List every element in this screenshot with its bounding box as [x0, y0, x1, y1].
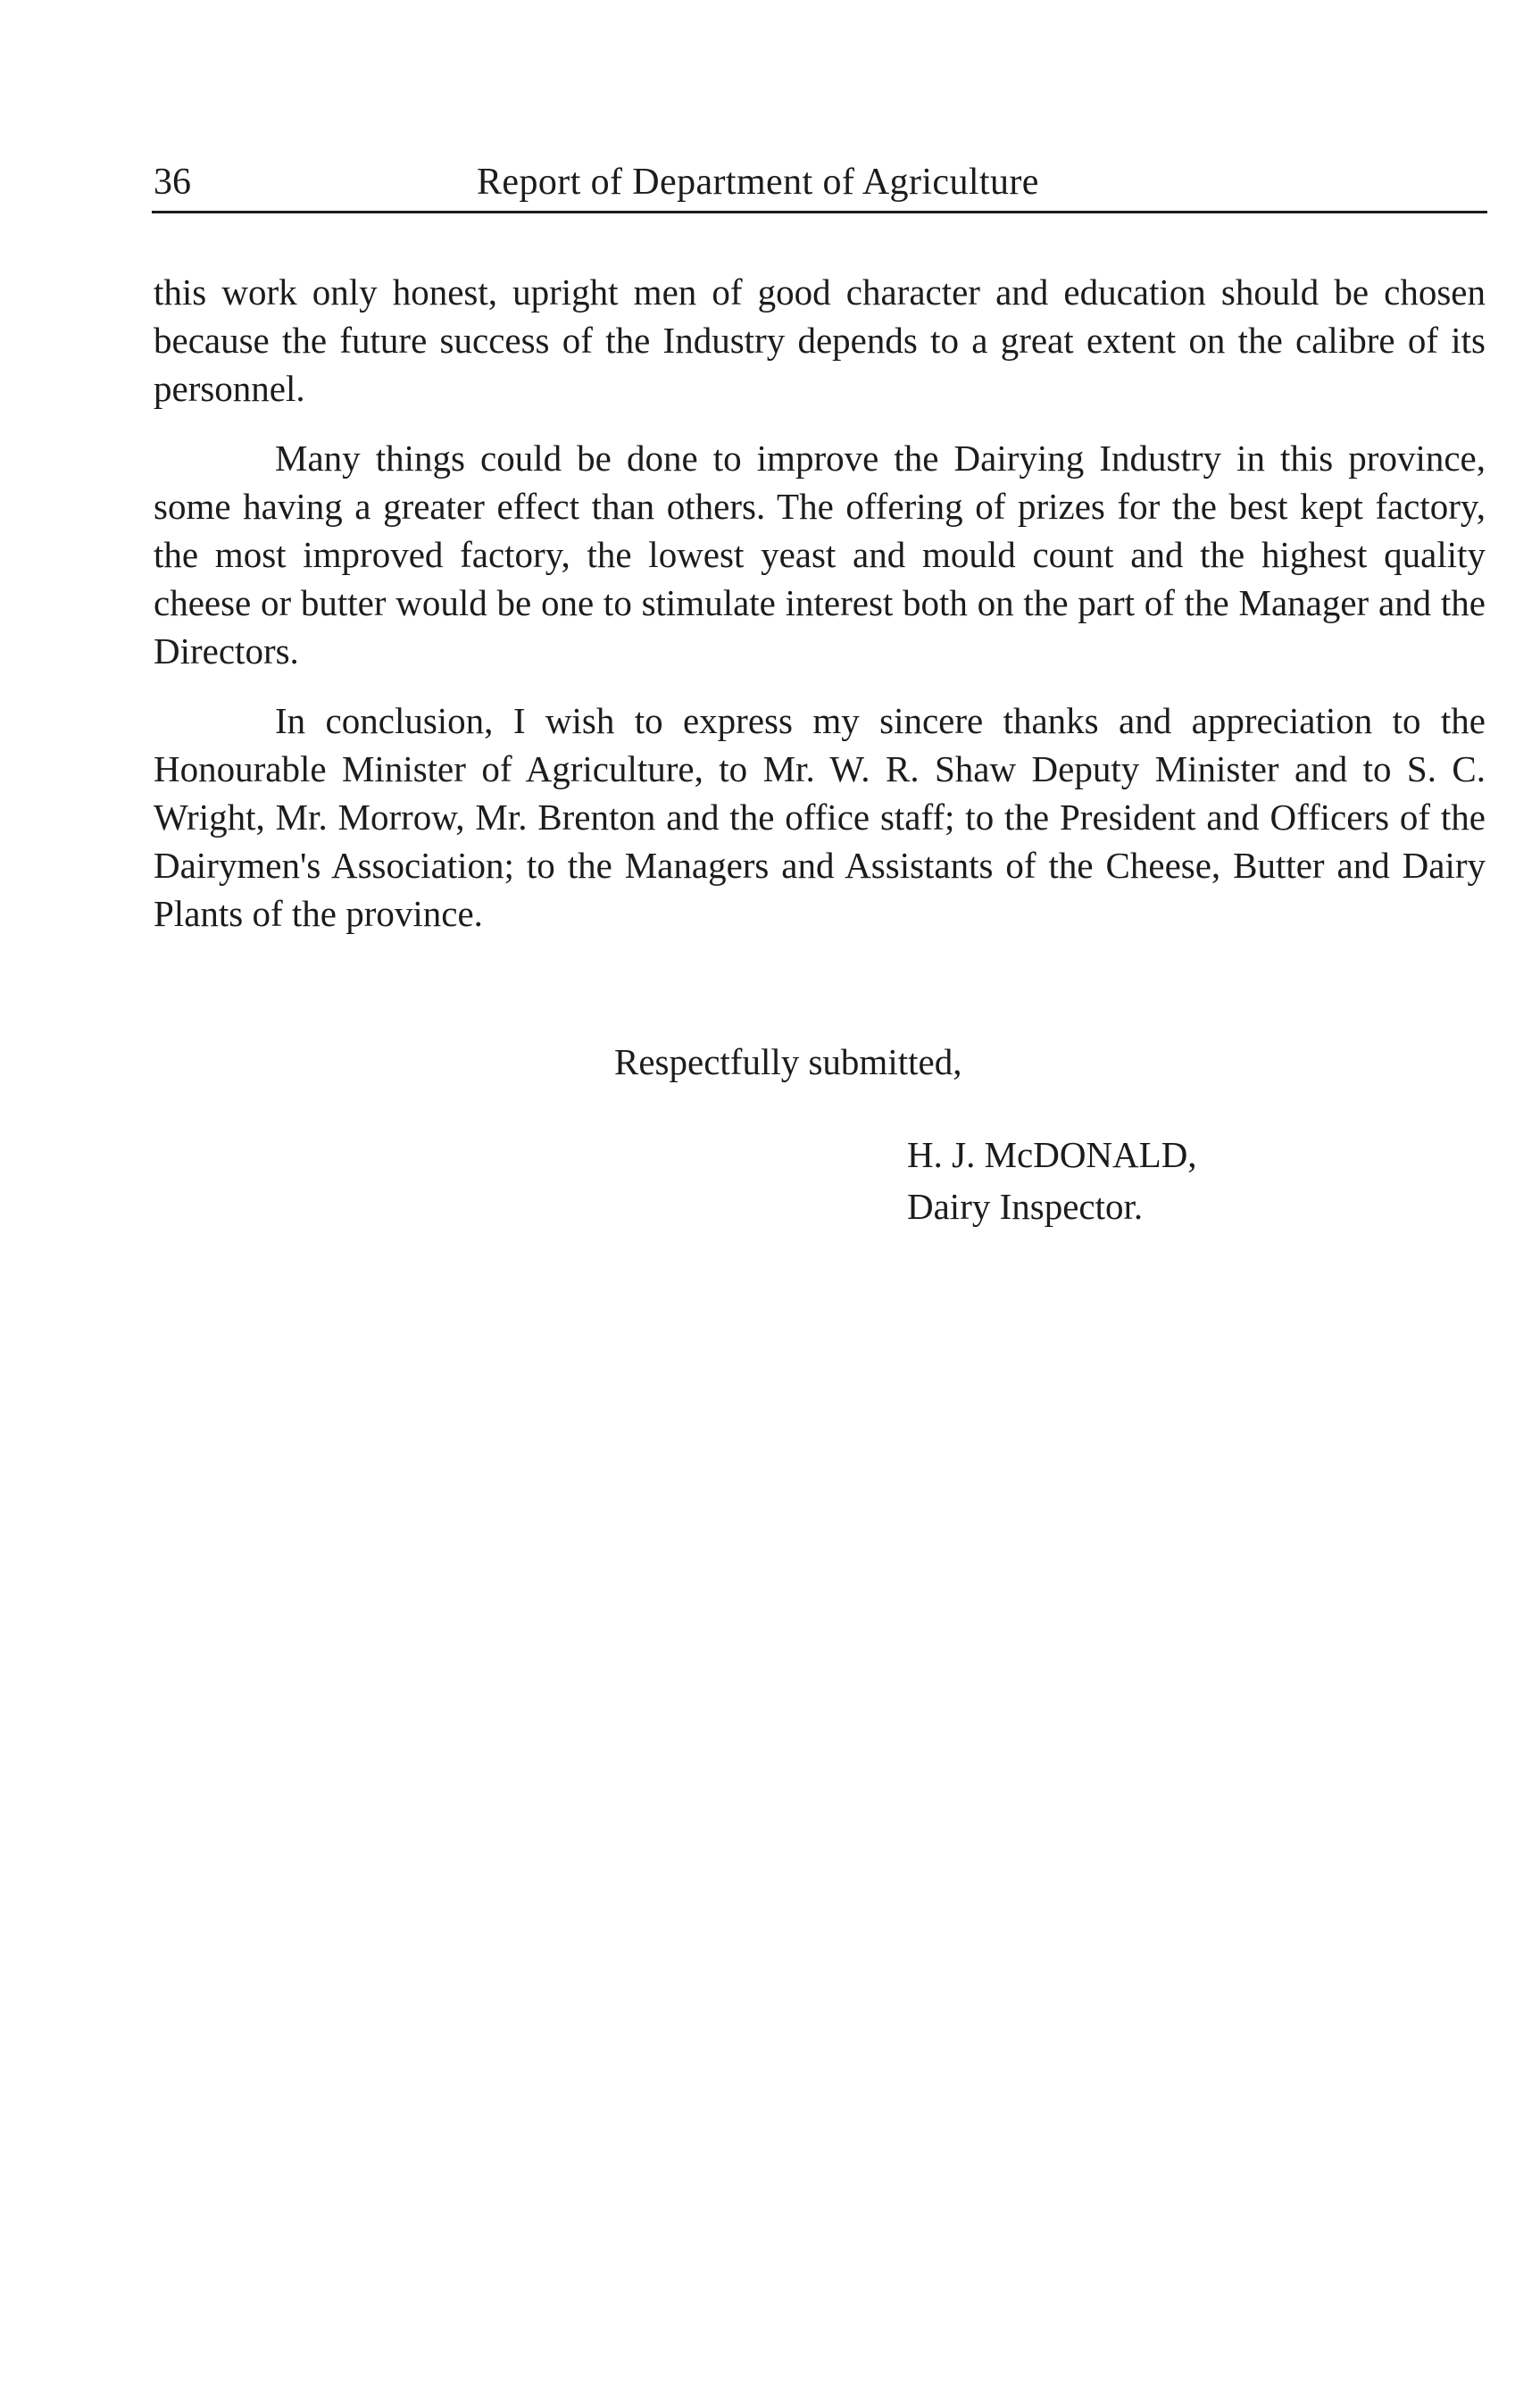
signatory-title: Dairy Inspector. [907, 1186, 1144, 1227]
signature-block [907, 1130, 1197, 1234]
signatory-name: H. J. McDONALD, [907, 1134, 1197, 1175]
body-text [154, 268, 1486, 959]
paragraph-continuation: this work only honest, upright men of good character and education should be chosen because the future success of the Industry depends to a great extent on the calibre of its personnel. [154, 271, 1486, 409]
running-title: Report of Department of Agriculture [477, 162, 1039, 203]
paragraph-conclusion: In conclusion, I wish to express my sincere thanks and appreciation to the Honourable Minister of Agriculture, to Mr. W. R. Shaw Deputy Minister and to S. C. Wright, Mr. Morrow, Mr. Brenton and the office staff; to the President and Officers of the Dairymen's Association; to the Managers and Assistants of the Cheese, Butter and Dairy Plants of the province. [154, 700, 1486, 934]
page-header [152, 157, 1487, 213]
page-number: 36 [154, 162, 191, 203]
closing-line: Respectfully submitted, [614, 1041, 962, 1082]
paragraph-improvements: Many things could be done to improve the Dairying Industry in this province, some having a greater effect than others. The offering of prizes for the best kept factory, the most improved factory, the lowest yeast and mould count and the highest quality cheese or butter would be one to stimulate interest both on the part of the Manager and the Directors. [154, 438, 1486, 672]
